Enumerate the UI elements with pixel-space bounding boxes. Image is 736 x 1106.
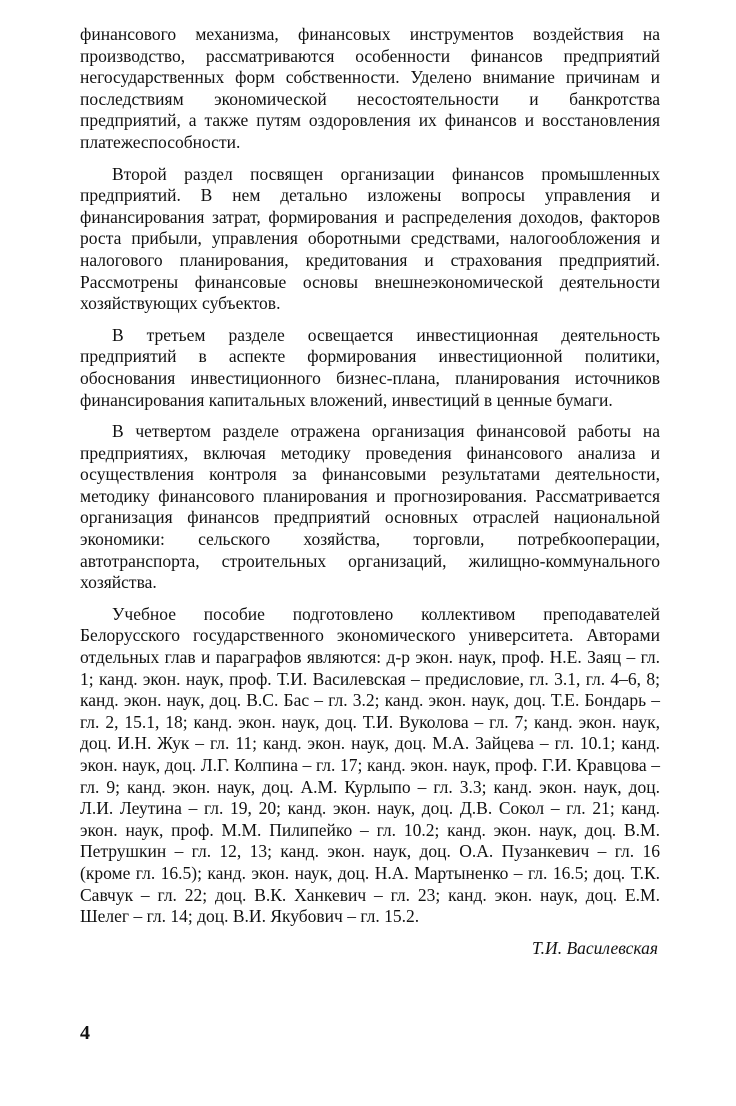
paragraph-intro-continuation: финансового механизма, финансовых инструментов воздействия на производство, рассматриваются особенности финансов предприятий негосударственных форм собственности. Уделено внимание причинам и последствиям экономической несостоятельности и банкротства предприятий, а также путям оздоровления их финансов и восстановления платежеспособности. (80, 24, 660, 152)
page-body (80, 24, 660, 959)
paragraph-authors: Учебное пособие подготовлено коллективом преподавателей Белорусского государственного экономического университета. Авторами отдельных глав и параграфов являются: д-р экон. наук, проф. Н.Е. Заяц – гл. 1; канд. экон. наук, проф. Т.И. Василевская – предисловие, гл. 3.1, гл. 4–6, 8; канд. экон. наук, доц. В.С. Бас – гл. 3.2; канд. экон. наук, доц. Т.Е. Бондарь – гл. 2, 15.1, 18; канд. экон. наук, доц. Т.И. Вуколова – гл. 7; канд. экон. наук, доц. И.Н. Жук – гл. 11; канд. экон. наук, доц. М.А. Зайцева – гл. 10.1; канд. экон. наук, доц. Л.Г. Колпина – гл. 17; канд. экон. наук, проф. Г.И. Кравцова – гл. 9; канд. экон. наук, доц. А.М. Курлыпо – гл. 3.3; канд. экон. наук, доц. Л.И. Леутина – гл. 19, 20; канд. экон. наук, доц. Д.В. Сокол – гл. 21; канд. экон. наук, проф. М.М. Пилипейко – гл. 10.2; канд. экон. наук, доц. В.М. Петрушкин – гл. 12, 13; канд. экон. наук, доц. О.А. Пузанкевич – гл. 16 (кроме гл. 16.5); канд. экон. наук, доц. Н.А. Мартыненко – гл. 16.5; доц. Т.К. Савчук – гл. 22; доц. В.К. Ханкевич – гл. 23; канд. экон. наук, доц. Е.М. Шелег – гл. 14; доц. В.И. Якубович – гл. 15.2. (80, 603, 660, 927)
page-number: 4 (80, 1022, 90, 1044)
paragraph-section-three: В третьем разделе освещается инвестиционная деятельность предприятий в аспекте формирования инвестиционной политики, обоснования инвестиционного бизнес-плана, планирования источников финансирования капитальных вложений, инвестиций в ценные бумаги. (80, 324, 660, 410)
paragraph-section-four: В четвертом разделе отражена организация финансовой работы на предприятиях, включая методику проведения финансового анализа и осуществления контроля за финансовыми результатами деятельности, методику финансового планирования и прогнозирования. Рассматривается организация финансов предприятий основных отраслей национальной экономики: сельского хозяйства, торговли, потребкооперации, автотранспорта, строительных организаций, жилищно-коммунального хозяйства. (80, 421, 660, 593)
author-signature: Т.И. Василевская (532, 937, 658, 958)
paragraph-section-two: Второй раздел посвящен организации финансов промышленных предприятий. В нем детально изложены вопросы управления и финансирования затрат, формирования и распределения доходов, факторов роста прибыли, управления оборотными средствами, налогообложения и налогового планирования, кредитования и страхования предприятий. Рассмотрены финансовые основы внешнеэкономической деятельности хозяйствующих субъектов. (80, 163, 660, 314)
